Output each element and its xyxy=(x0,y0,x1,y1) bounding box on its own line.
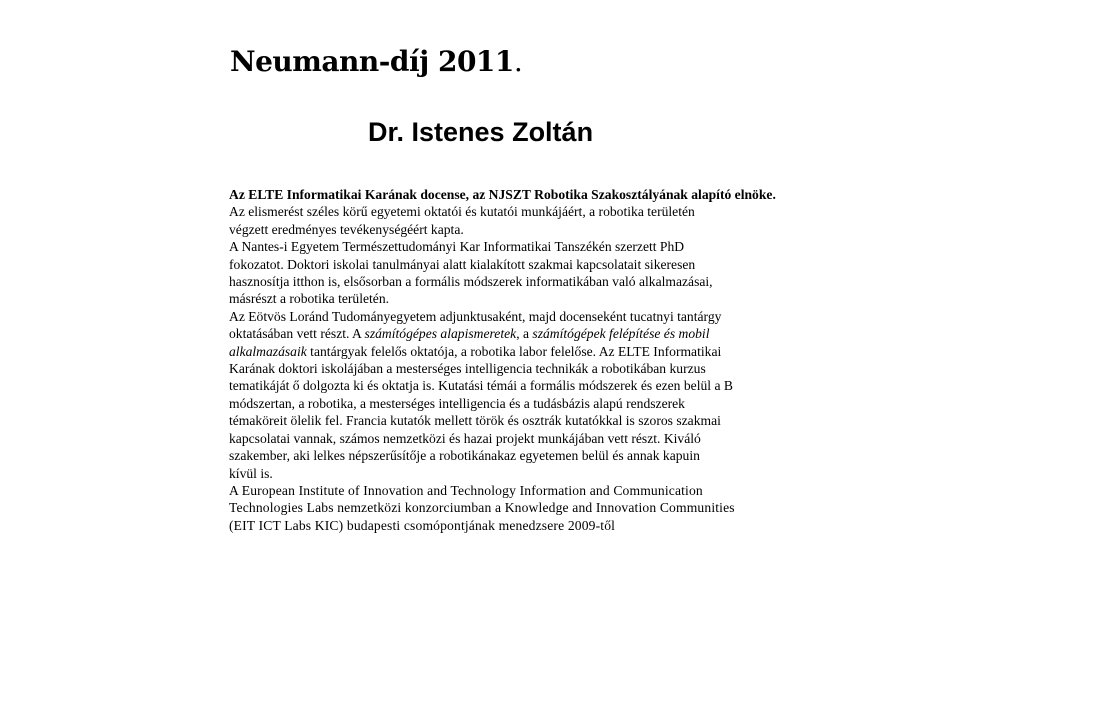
text-segment: tantárgyak felelős oktatója, a robotika labor felelőse. Az ELTE Informatikai xyxy=(306,343,722,359)
award-title-text: Neumann-díj 2011 xyxy=(230,45,514,78)
text-line: végzett eredményes tevékenységéért kapta. xyxy=(229,221,464,237)
course-name-italic: számítógépek felépítése és mobil xyxy=(532,326,710,342)
text-segment: , a xyxy=(516,326,533,342)
course-name-italic: számítógépes alapismeretek xyxy=(364,326,517,342)
text-segment: oktatásában vett részt. A xyxy=(229,326,365,342)
text-line: A Nantes-i Egyetem Természettudományi Kar Informatikai Tanszékén szerzett PhD xyxy=(229,239,685,255)
text-line: tematikáját ő dolgozta ki és oktatja is. Kutatási témái a formális módszerek és ezen belül a B xyxy=(229,378,733,394)
text-line: fokozatot. Doktori iskolai tanulmányai alatt kialakított szakmai kapcsolatait sikeresen xyxy=(229,256,696,272)
awardee-name: Dr. Istenes Zoltán xyxy=(368,117,594,147)
text-line: kívül is. xyxy=(229,465,273,481)
text-line: Technologies Labs nemzetközi konzorciumban a Knowledge and Innovation Communities xyxy=(229,500,735,516)
text-line: hasznosítja itthon is, elsősorban a formális módszerek informatikában való alkalmazásai, xyxy=(229,274,713,290)
text-line: A European Institute of Innovation and Technology Information and Communication xyxy=(229,482,703,498)
award-title-period: . xyxy=(513,45,523,78)
award-title xyxy=(230,45,522,78)
text-line xyxy=(229,343,829,360)
biography-text xyxy=(229,186,829,534)
text-line: (EIT ICT Labs KIC) budapesti csomópontjának menedzsere 2009-től xyxy=(229,517,616,533)
text-line: szakember, aki lelkes népszerűsítője a robotikánakaz egyetemen belül és annak kapuin xyxy=(229,448,700,464)
text-line: másrészt a robotika területén. xyxy=(229,291,390,307)
text-line: kapcsolatai vannak, számos nemzetközi és hazai projekt munkájában vett részt. Kiváló xyxy=(229,430,701,446)
text-line: Az elismerést széles körű egyetemi oktatói és kutatói munkájáért, a robotika területén xyxy=(229,204,695,220)
text-line: Az Eötvös Loránd Tudományegyetem adjunktusaként, majd docenseként tucatnyi tantárgy xyxy=(229,308,722,324)
text-line: témaköreit ölelik fel. Francia kutatók mellett török és osztrák kutatókkal is szoros szakmai xyxy=(229,413,721,429)
course-name-italic: alkalmazásaik xyxy=(229,343,307,359)
text-line: Az ELTE Informatikai Karának docense, az NJSZT Robotika Szakosztályának alapító elnöke. xyxy=(229,187,776,202)
text-line xyxy=(229,325,829,342)
text-line: módszertan, a robotika, a mesterséges intelligencia és a tudásbázis alapú rendszerek xyxy=(229,395,685,411)
text-line: Karának doktori iskolájában a mesterséges intelligencia technikák a robotikában kurzus xyxy=(229,361,706,377)
